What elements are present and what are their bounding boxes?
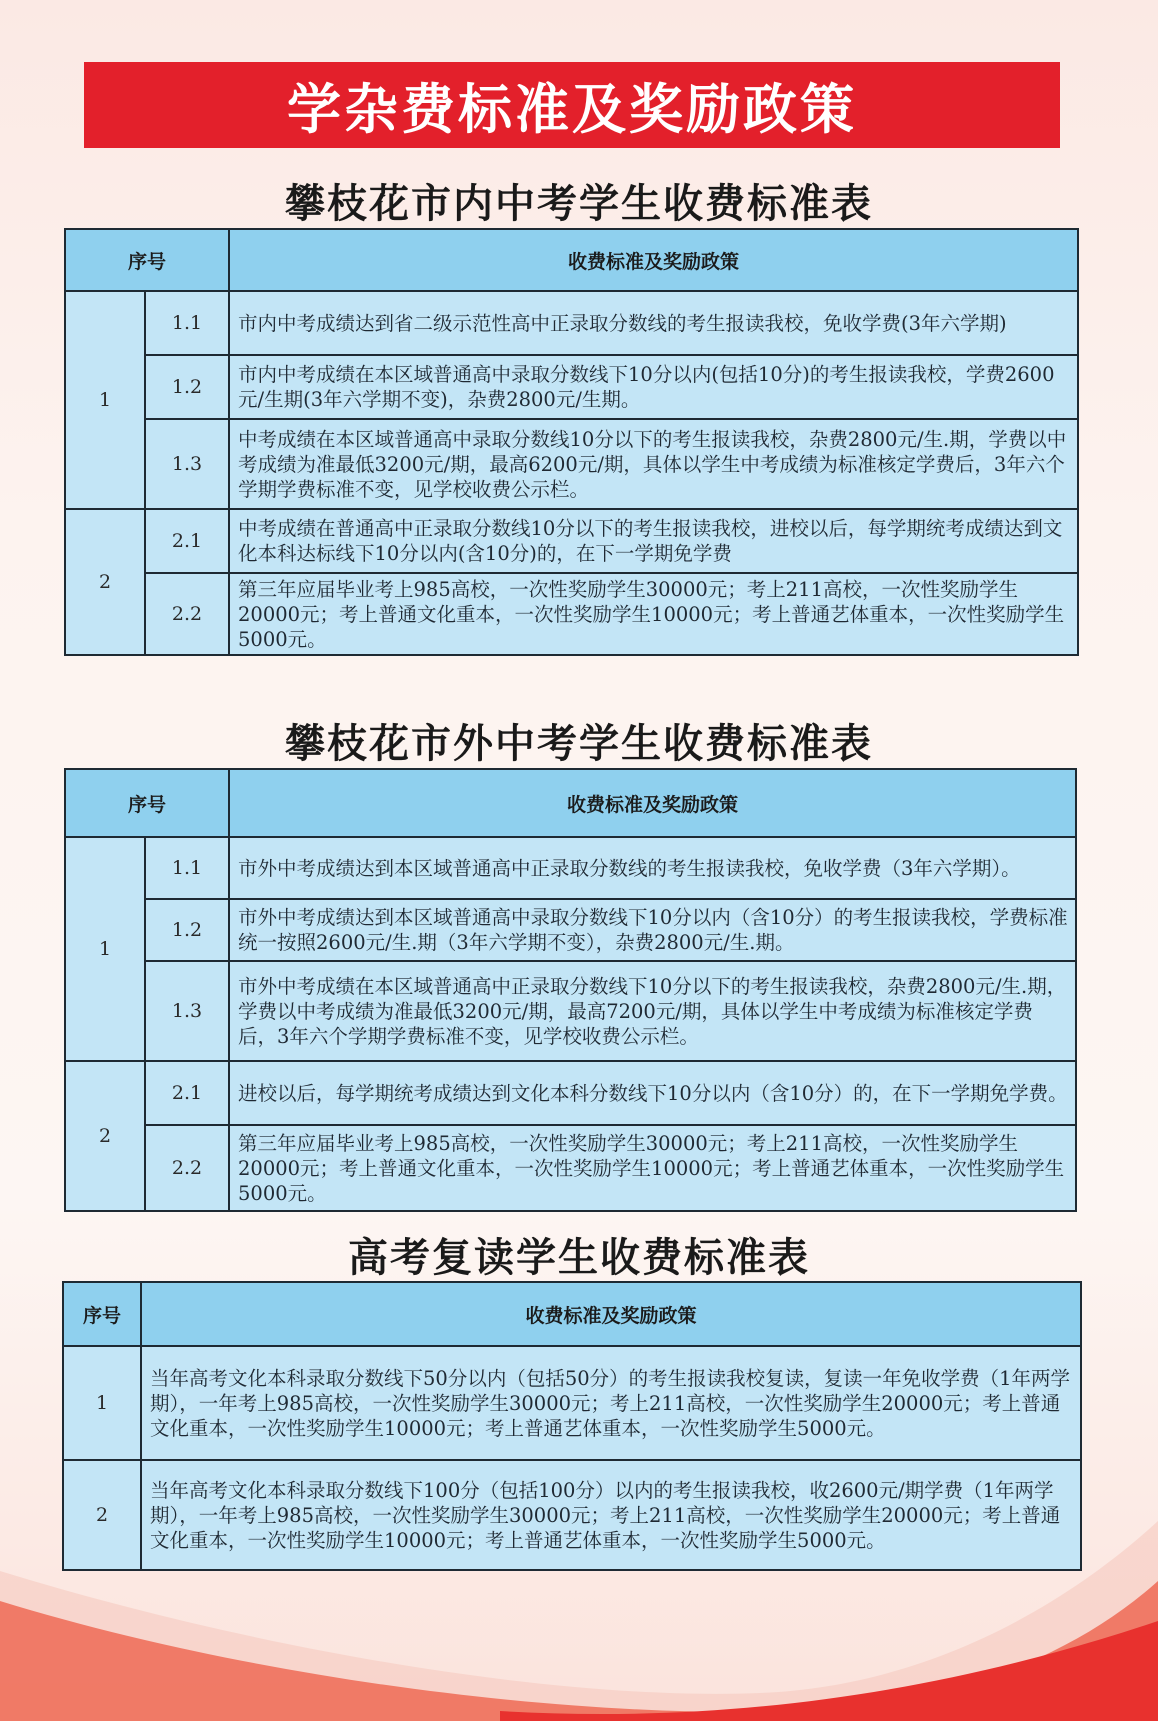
header-policy: 收费标准及奖励政策 bbox=[229, 769, 1076, 837]
policy-text: 中考成绩在本区域普通高中录取分数线10分以下的考生报读我校，杂费2800元/生.期，学费以中考成绩为准最低3200元/期，最高6200元/期，具体以学生中考成绩为标准核定学费后，3年六个学期学费标准不变，见学校收费公示栏。 bbox=[229, 419, 1078, 509]
sub-index: 2.2 bbox=[145, 1125, 229, 1211]
header-index: 序号 bbox=[65, 229, 229, 291]
policy-text: 市外中考成绩在本区域普通高中正录取分数线下10分以下的考生报读我校，杂费2800元/生.期，学费以中考成绩为准最低3200元/期，最高7200元/期，具体以学生中考成绩为标准核定学费后，3年六个学期学费标准不变，见学校收费公示栏。 bbox=[229, 961, 1076, 1061]
policy-text: 市外中考成绩达到本区域普通高中录取分数线下10分以内（含10分）的考生报读我校，学费标准统一按照2600元/生.期（3年六学期不变），杂费2800元/生.期。 bbox=[229, 899, 1076, 961]
group-label: 2 bbox=[65, 509, 145, 655]
row-label: 2 bbox=[63, 1460, 141, 1570]
header-policy: 收费标准及奖励政策 bbox=[141, 1282, 1081, 1346]
table-header-row bbox=[65, 229, 1078, 291]
table-row bbox=[65, 419, 1078, 509]
banner-title: 学杂费标准及奖励政策 bbox=[287, 77, 857, 141]
table-row bbox=[63, 1346, 1081, 1460]
table3-title: 高考复读学生收费标准表 bbox=[348, 1234, 810, 1281]
policy-text: 第三年应届毕业考上985高校，一次性奖励学生30000元；考上211高校，一次性奖励学生20000元；考上普通文化重本，一次性奖励学生10000元；考上普通艺体重本，一次性奖励学生5000元。 bbox=[229, 573, 1078, 655]
sub-index: 1.3 bbox=[145, 419, 229, 509]
group-label: 1 bbox=[65, 291, 145, 509]
fee-table-external bbox=[64, 768, 1077, 1212]
table-row bbox=[65, 573, 1078, 655]
header-index: 序号 bbox=[63, 1282, 141, 1346]
fee-table-local bbox=[64, 228, 1079, 656]
table-row bbox=[65, 899, 1076, 961]
sub-index: 2.1 bbox=[145, 509, 229, 573]
policy-text: 进校以后，每学期统考成绩达到文化本科分数线下10分以内（含10分）的，在下一学期免学费。 bbox=[229, 1061, 1076, 1125]
table-header-row bbox=[65, 769, 1076, 837]
header-index: 序号 bbox=[65, 769, 229, 837]
policy-text: 市内中考成绩达到省二级示范性高中正录取分数线的考生报读我校，免收学费(3年六学期) bbox=[229, 291, 1078, 355]
table-row bbox=[65, 291, 1078, 355]
policy-text: 市内中考成绩在本区域普通高中录取分数线下10分以内(包括10分)的考生报读我校，学费2600元/生期(3年六学期不变)，杂费2800元/生期。 bbox=[229, 355, 1078, 419]
table-row bbox=[65, 1125, 1076, 1211]
sub-index: 2.2 bbox=[145, 573, 229, 655]
table-row bbox=[65, 509, 1078, 573]
sub-index: 2.1 bbox=[145, 1061, 229, 1125]
policy-text: 当年高考文化本科录取分数线下50分以内（包括50分）的考生报读我校复读，复读一年免收学费（1年两学期），一年考上985高校，一次性奖励学生30000元；考上211高校，一次性奖励学生20000元；考上普通文化重本，一次性奖励学生10000元；考上普通艺体重本，一次性奖励学生5000元。 bbox=[141, 1346, 1081, 1460]
table-row bbox=[65, 1061, 1076, 1125]
title-banner bbox=[84, 62, 1060, 148]
table-row bbox=[65, 961, 1076, 1061]
sub-index: 1.1 bbox=[145, 291, 229, 355]
policy-text: 当年高考文化本科录取分数线下100分（包括100分）以内的考生报读我校，收2600元/期学费（1年两学期），一年考上985高校，一次性奖励学生30000元；考上211高校，一次性奖励学生20000元；考上普通文化重本，一次性奖励学生10000元；考上普通艺体重本，一次性奖励学生5000元。 bbox=[141, 1460, 1081, 1570]
header-policy: 收费标准及奖励政策 bbox=[229, 229, 1078, 291]
policy-text: 中考成绩在普通高中正录取分数线10分以下的考生报读我校，进校以后，每学期统考成绩达到文化本科达标线下10分以内(含10分)的，在下一学期免学费 bbox=[229, 509, 1078, 573]
sub-index: 1.2 bbox=[145, 899, 229, 961]
policy-text: 市外中考成绩达到本区域普通高中正录取分数线的考生报读我校，免收学费（3年六学期）。 bbox=[229, 837, 1076, 899]
table1-title: 攀枝花市内中考学生收费标准表 bbox=[285, 180, 873, 227]
table-row bbox=[65, 837, 1076, 899]
sub-index: 1.3 bbox=[145, 961, 229, 1061]
group-label: 2 bbox=[65, 1061, 145, 1211]
policy-text: 第三年应届毕业考上985高校，一次性奖励学生30000元；考上211高校，一次性奖励学生20000元；考上普通文化重本，一次性奖励学生10000元；考上普通艺体重本，一次性奖励学生5000元。 bbox=[229, 1125, 1076, 1211]
sub-index: 1.1 bbox=[145, 837, 229, 899]
table-header-row bbox=[63, 1282, 1081, 1346]
row-label: 1 bbox=[63, 1346, 141, 1460]
sub-index: 1.2 bbox=[145, 355, 229, 419]
table-row bbox=[65, 355, 1078, 419]
decorative-wave bbox=[0, 1461, 1158, 1721]
group-label: 1 bbox=[65, 837, 145, 1061]
table2-title: 攀枝花市外中考学生收费标准表 bbox=[285, 720, 873, 767]
